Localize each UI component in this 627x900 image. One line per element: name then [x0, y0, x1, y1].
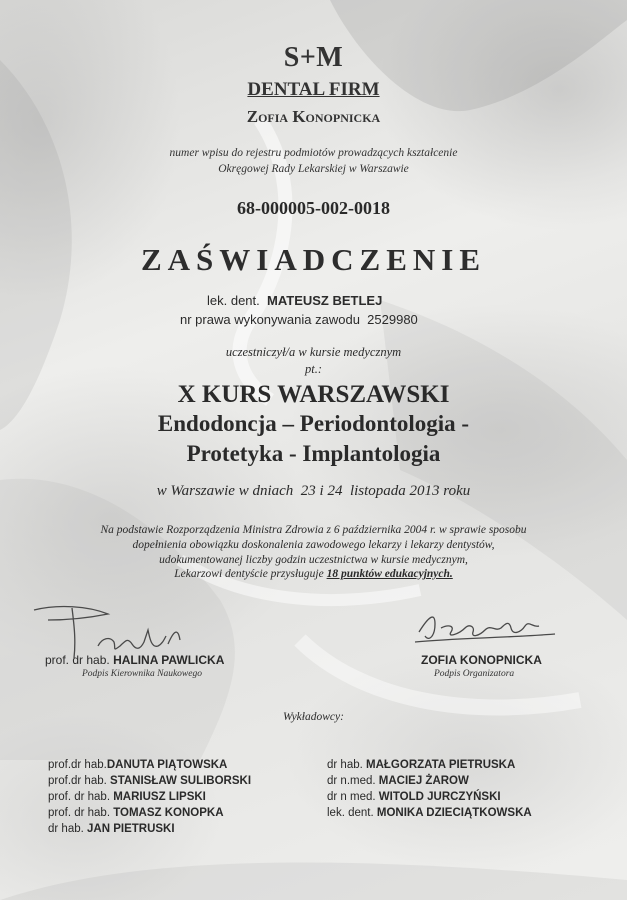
lecturer-item	[327, 773, 532, 789]
legal-line2: dopełnienia obowiązku doskonalenia zawodowego lekarzy i lekarzy dentystów,	[132, 539, 495, 551]
firm-logo: S+M	[283, 42, 344, 73]
license-number: 2529980	[367, 312, 418, 327]
lecturer-item	[327, 757, 532, 773]
lecturer-name: MAŁGORZATA PIETRUSKA	[366, 759, 516, 771]
participation-text: uczestniczył/a w kursie medycznym	[225, 345, 402, 359]
participant-line	[207, 291, 382, 310]
lecturer-title: prof. dr hab.	[48, 791, 111, 803]
legal-line1: Na podstawie Rozporządzenia Ministra Zdrowia z 6 października 2004 r. w sprawie sposobu	[100, 524, 527, 536]
lecturer-item	[48, 805, 251, 821]
lecturer-item	[327, 805, 532, 821]
lecturer-name: DANUTA PIĄTOWSKA	[106, 759, 228, 771]
lecturer-name: TOMASZ KONOPKA	[113, 807, 224, 819]
points-value: 18 punktów edukacyjnych.	[326, 568, 453, 580]
lecturer-name: STANISŁAW SULIBORSKI	[110, 775, 252, 787]
signature-left-title: prof. dr hab.	[45, 653, 110, 667]
lecturer-title: dr hab.	[48, 823, 84, 835]
lecturer-name: WITOLD JURCZYŃSKI	[378, 791, 501, 803]
legal-basis	[0, 523, 627, 568]
lecturer-title: prof. dr hab.	[48, 807, 111, 819]
participant-name: MATEUSZ BETLEJ	[267, 293, 383, 308]
signature-konopnicka	[405, 602, 565, 654]
license-label: nr prawa wykonywania zawodu	[180, 312, 360, 327]
lecturer-name: MONIKA DZIECIĄTKOWSKA	[376, 807, 532, 819]
lecturers-right-list	[327, 757, 532, 821]
participant-info	[0, 291, 627, 329]
lecturer-title: lek. dent.	[327, 807, 374, 819]
lecturer-name: MARIUSZ LIPSKI	[113, 791, 206, 803]
lecturer-item	[48, 773, 251, 789]
registry-note-line2: Okręgowej Rady Lekarskiej w Warszawie	[218, 163, 409, 175]
signature-right-person: ZOFIA KONOPNICKA	[421, 653, 542, 667]
lecturer-item	[327, 789, 532, 805]
signature-left-name	[45, 653, 224, 667]
course-subtitle-line1: Endodoncja – Periodontologia -	[157, 411, 470, 436]
registry-note	[0, 145, 627, 177]
course-name: X KURS WARSZAWSKI	[177, 381, 450, 408]
lecturer-name: JAN PIETRUSKI	[87, 823, 175, 835]
course-subtitle-line2: Protetyka - Implantologia	[186, 441, 441, 466]
lecturers-title: Wykładowcy:	[283, 711, 344, 723]
lecturer-title: dr hab.	[327, 759, 363, 771]
license-line	[180, 310, 418, 329]
lecturer-item	[48, 757, 251, 773]
certificate-title: ZAŚWIADCZENIE	[140, 242, 486, 277]
signature-right-name	[421, 653, 542, 667]
firm-owner: Zofia Konopnicka	[246, 107, 381, 126]
lecturer-title: prof.dr hab.	[48, 759, 107, 771]
points-label: Lekarzowi dentyście przysługuje	[174, 568, 324, 580]
lecturers-left-list	[48, 757, 251, 837]
lecturer-name: MACIEJ ŻAROW	[378, 775, 469, 787]
course-date: w Warszawie w dniach 23 i 24 listopada 2013 roku	[156, 483, 471, 499]
lecturer-title: dr n med.	[327, 791, 376, 803]
signature-left-person: HALINA PAWLICKA	[113, 653, 225, 667]
pt-label: pt.:	[304, 362, 322, 376]
firm-name: DENTAL FIRM	[247, 79, 380, 100]
signature-right-role: Podpis Organizatora	[434, 669, 515, 679]
participant-title: lek. dent.	[207, 293, 260, 308]
education-points	[0, 568, 627, 580]
lecturer-title: prof.dr hab.	[48, 775, 107, 787]
registry-note-line1: numer wpisu do rejestru podmiotów prowadzących kształcenie	[169, 147, 458, 159]
registry-number: 68-000005-002-0018	[237, 198, 390, 218]
lecturer-title: dr n.med.	[327, 775, 376, 787]
lecturer-item	[48, 821, 251, 837]
signature-left-role: Podpis Kierownika Naukowego	[82, 669, 202, 679]
lecturer-item	[48, 789, 251, 805]
legal-line3: udokumentowanej liczby godzin uczestnictwa w kursie medycznym,	[159, 554, 468, 566]
